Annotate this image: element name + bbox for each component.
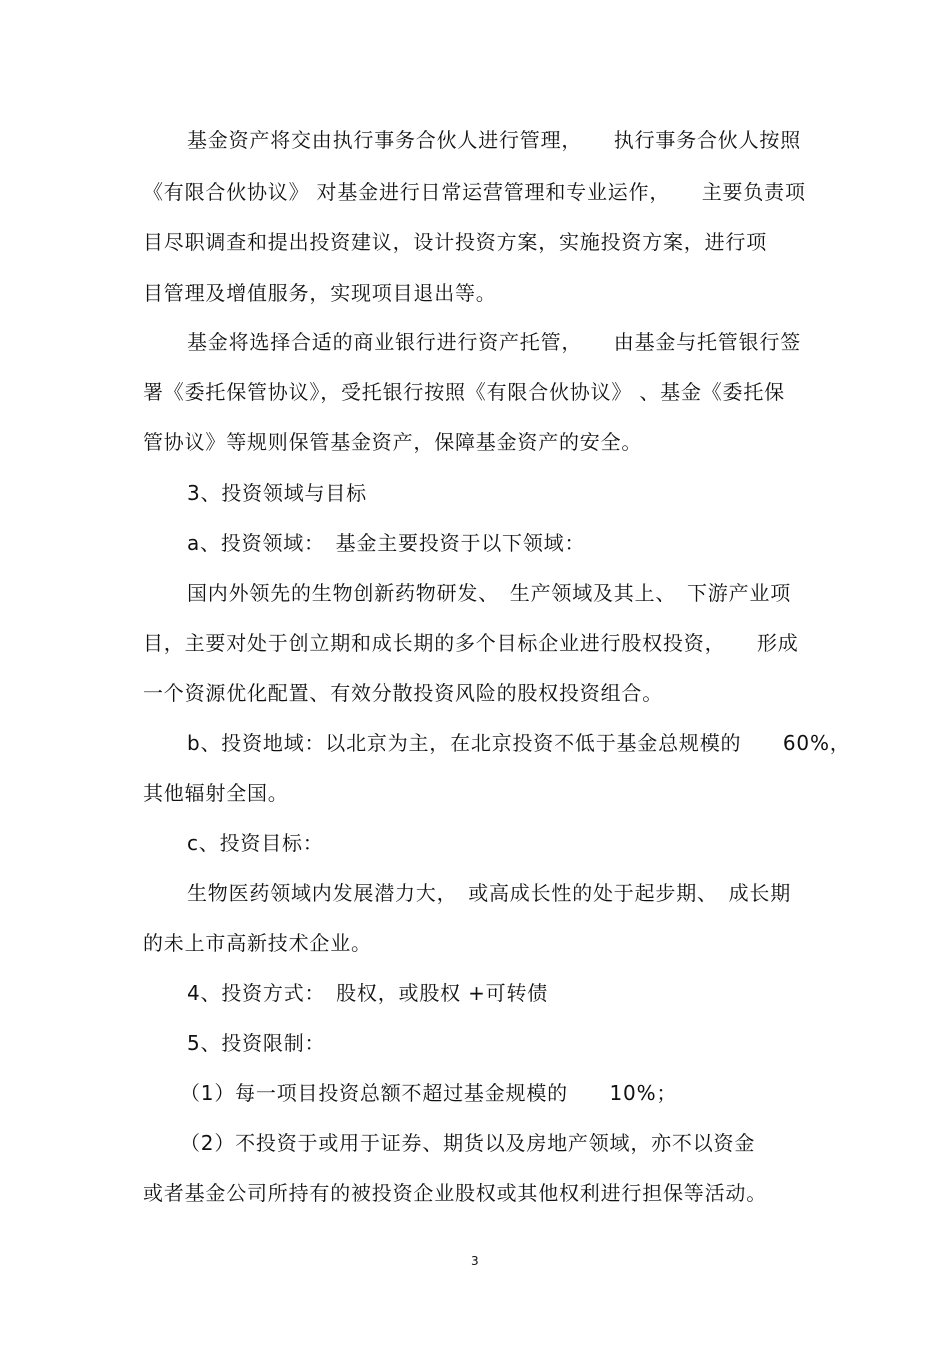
paragraph-line: 其他辐射全国。 [143,781,289,805]
paragraph-line: 生物医药领域内发展潜力大， 或高成长性的处于起步期、 成长期 [187,881,791,905]
subsection-heading: c、投资目标： [187,831,324,855]
paragraph-line: 一个资源优化配置、有效分散投资风险的股权投资组合。 [143,681,663,705]
paragraph-line: 署《委托保管协议》，受托银行按照《有限合伙协议》 、基金《委托保 [143,380,785,404]
paragraph-line: 国内外领先的生物创新药物研发、 生产领域及其上、 下游产业项 [187,581,791,605]
list-item: （2）不投资于或用于证券、期货以及房地产领域，亦不以资金 [180,1131,756,1155]
paragraph-line: 或者基金公司所持有的被投资企业股权或其他权利进行担保等活动。 [143,1181,767,1205]
paragraph-line: 目，主要对处于创立期和成长期的多个目标企业进行股权投资， 形成 [143,631,799,655]
subsection-heading: a、投资领域： 基金主要投资于以下领域： [187,531,586,555]
paragraph-line: 《有限合伙协议》 对基金进行日常运营管理和专业运作， 主要负责项 [143,180,806,204]
section-heading: 4、投资方式： 股权，或股权 +可转债 [187,981,549,1005]
paragraph-line: 目尽职调查和提出投资建议，设计投资方案，实施投资方案，进行项 [143,230,767,254]
paragraph-line: 基金将选择合适的商业银行进行资产托管， 由基金与托管银行签 [187,330,801,354]
paragraph-line: 基金资产将交由执行事务合伙人进行管理， 执行事务合伙人按照 [187,128,801,152]
section-heading: 5、投资限制： [187,1031,326,1055]
section-heading: 3、投资领域与目标 [187,481,367,505]
paragraph-line: 管协议》等规则保管基金资产，保障基金资产的安全。 [143,430,643,454]
subsection-heading: b、投资地域：以北京为主，在北京投资不低于基金总规模的 60%， [187,731,851,755]
paragraph-line: 的未上市高新技术企业。 [143,931,372,955]
page-number: 3 [471,1254,479,1268]
paragraph-line: 目管理及增值服务，实现项目退出等。 [143,281,497,305]
list-item: （1）每一项目投资总额不超过基金规模的 10%； [180,1081,678,1105]
